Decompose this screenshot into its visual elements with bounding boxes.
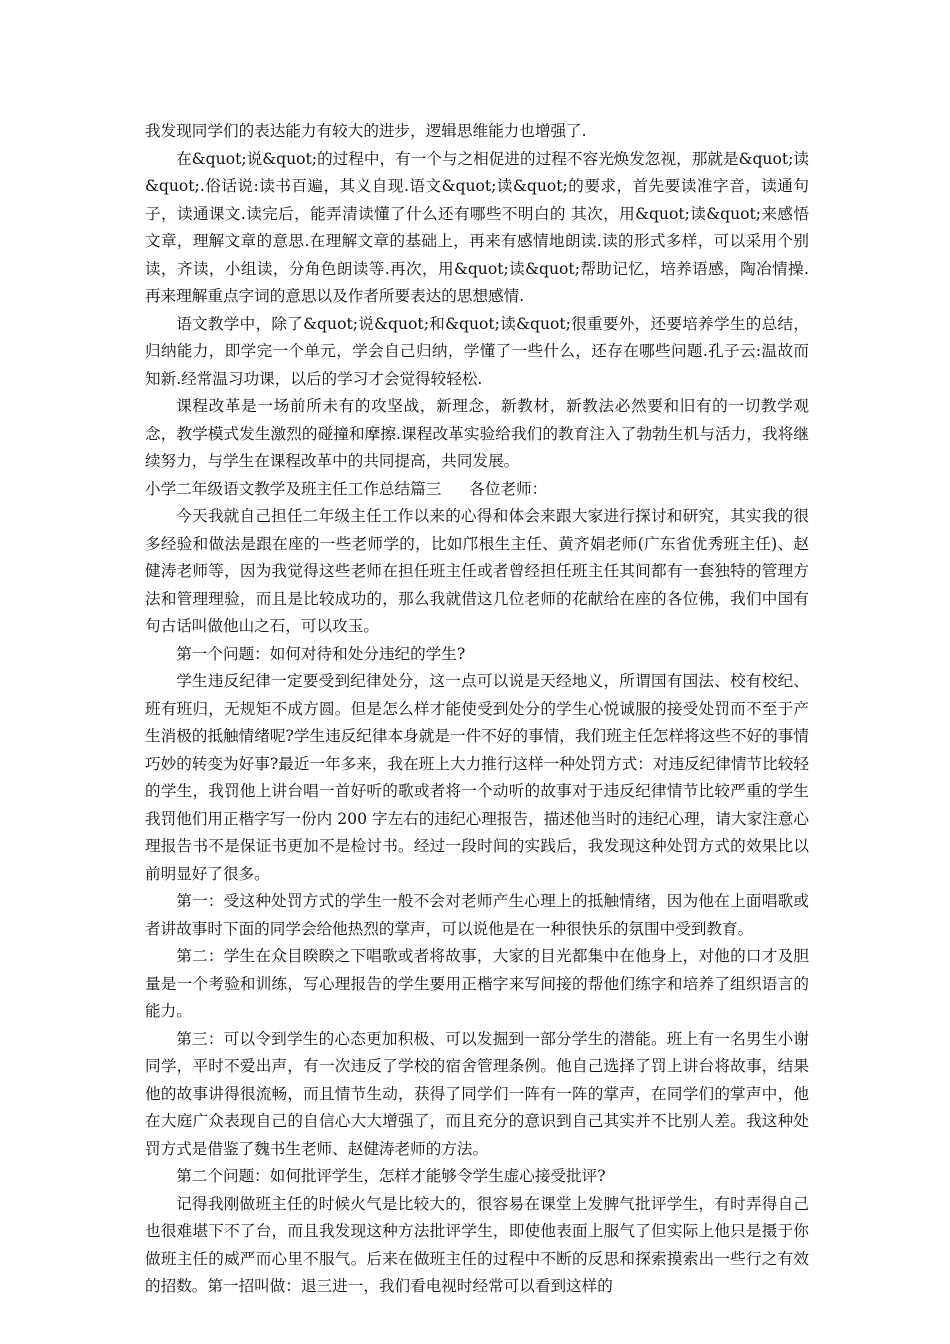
paragraph-2: 在&quot;说&quot;的过程中，有一个与之相促进的过程不容光焕发忽视，那就是&quot;读&quot;.俗话说:读书百遍，其义自现.语文&quot;读&quot;的要求，首先要读准字音，读通句子，读通课文.读完后，能弄清读懂了什么还有哪些不明白的 其次，用&quot;读&quot;来感悟文章，理解文章的意思.在理解文章的基础上，再来有感情地朗读.读的形式多样，可以采用个别读，齐读，小组读，分角色朗读等.再次，用&quot;读&quot;帮助记忆，培养语感，陶冶情操.再来理解重点字词的意思以及作者所要表达的思想感情. <box>145 149 809 305</box>
paragraph-1: 我发现同学们的表达能力有较大的进步，逻辑思维能力也增强了. <box>145 122 587 140</box>
point-second: 第二：学生在众目睽睽之下唱歌或者将故事，大家的目光都集中在他身上，对他的口才及胆量是一个考验和训练，写心理报告的学生要用正楷字来写间接的帮他们练字和培养了组织语言的能力。 <box>145 947 809 1020</box>
point-first: 第一：受这种处罚方式的学生一般不会对老师产生心理上的抵触情绪，因为他在上面唱歌或者讲故事时下面的同学会给他热烈的掌声，可以说他是在一种很快乐的氛围中受到教育。 <box>145 892 809 938</box>
point-third: 第三：可以令到学生的心态更加积极、可以发掘到一部分学生的潜能。班上有一名男生小谢同学，平时不爱出声，有一次违反了学校的宿舍管理条例。他自己选择了罚上讲台将故事，结果他的故事讲得很流畅，而且情节生动，获得了同学们一阵有一阵的掌声，在同学们的掌声中，他在大庭广众表现自己的自信心大大增强了，而且充分的意识到自己其实并不比别人差。我这种处罚方式是借鉴了魏书生老师、赵健涛老师的方法。 <box>145 1029 809 1158</box>
question-2-heading: 第二个问题：如何批评学生，怎样才能够令学生虚心接受批评? <box>176 1167 606 1185</box>
question-1-heading: 第一个问题：如何对待和处分违纪的学生? <box>176 644 466 663</box>
section-title: 小学二年级语文教学及班主任工作总结篇三 <box>145 479 442 498</box>
salutation: 各位老师： <box>469 479 548 498</box>
body-paragraph-2: 学生违反纪律一定要受到纪律处分，这一点可以说是天经地义，所谓国有国法、校有校纪、班有班归，无规矩不成方圆。但是怎么样才能使受到处分的学生心悦诚服的接受处罚而不至于产生消极的抵触情绪呢?学生违反纪律本身就是一件不好的事情，我们班主任怎样将这些不好的事情巧妙的转变为好事?最近一年多来，我在班上大力推行这样一种处罚方式：对违反纪律情节比较轻的学生，我罚他上讲台唱一首好听的歌或者将一个动听的故事对于违反纪律情节比较严重的学生我罚他们用正楷字写一份内 200 字左右的违纪心理报告，描述他当时的违纪心理，请大家注意心理报告书不是保证书更加不是检讨书。经过一段时间的实践后，我发现这种处罚方式的效果比以前明显好了很多。 <box>145 672 809 883</box>
paragraph-4: 课程改革是一场前所未有的攻坚战，新理念，新教材，新教法必然要和旧有的一切教学观念，教学模式发生激烈的碰撞和摩擦.课程改革实验给我们的教育注入了勃勃生机与活力，我将继续努力，与学生在课程改革中的共同提高，共同发展。 <box>145 397 809 470</box>
document-page <box>145 118 809 1301</box>
paragraph-3: 语文教学中，除了&quot;说&quot;和&quot;读&quot;很重要外，还要培养学生的总结，归纳能力，即学完一个单元，学会自己归纳，学懂了一些什么，还存在哪些问题.孔子云:温故而知新.经常温习功课，以后的学习才会觉得较轻松. <box>145 314 809 388</box>
body-paragraph-1: 今天我就自己担任二年级主任工作以来的心得和体会来跟大家进行探讨和研究，其实我的很多经验和做法是跟在座的一些老师学的，比如邝根生主任、黄齐娟老师(广东省优秀班主任)、赵健涛老师等，因为我觉得这些老师在担任班主任或者曾经担任班主任其间都有一套独特的管理方法和管理理验，而且是比较成功的，那么我就借这几位老师的花献给在座的各位佛，我们中国有句古话叫做他山之石，可以攻玉。 <box>145 507 809 635</box>
body-paragraph-3: 记得我刚做班主任的时候火气是比较大的，很容易在课堂上发脾气批评学生，有时弄得自己也很难堪下不了台，而且我发现这种方法批评学生，即使他表面上服气了但实际上他只是摄于你做班主任的威严而心里不服气。后来在做班主任的过程中不断的反思和探索摸索出一些行之有效的招数。第一招叫做：退三进一，我们看电视时经常可以看到这样的 <box>145 1194 809 1295</box>
section-heading-line <box>145 476 809 504</box>
